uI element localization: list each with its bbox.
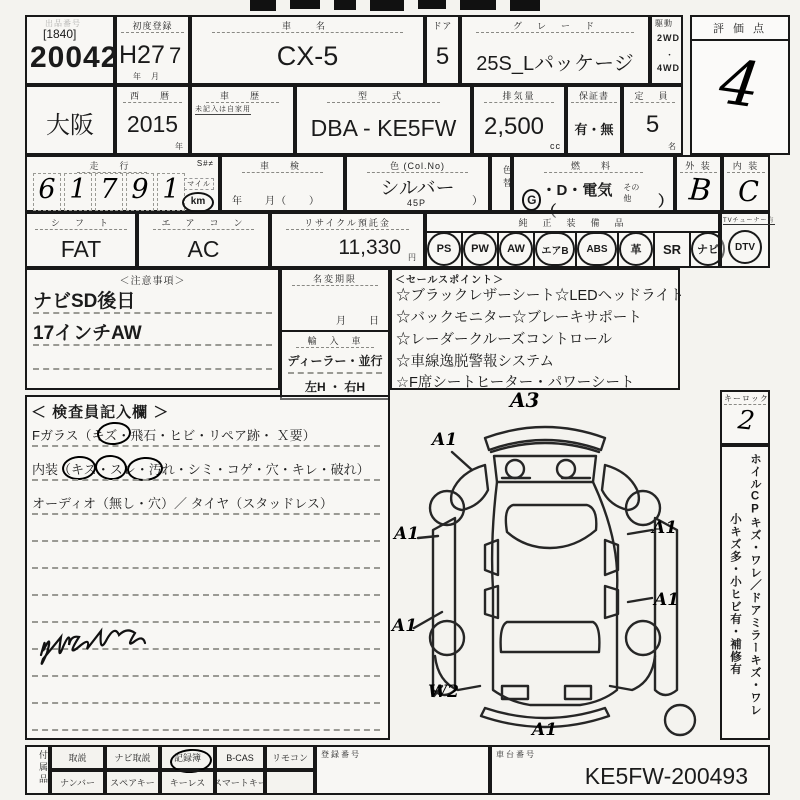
mileage-s-label: S#≠	[196, 159, 214, 168]
warranty-cell	[566, 85, 622, 155]
warranty-value: 有・無	[574, 122, 614, 137]
lot-label: 出品番号	[45, 19, 81, 28]
shift-label: シ フ ト	[35, 216, 127, 230]
acc-keyless-label: キーレス	[169, 778, 206, 788]
side-remark-line-2: 小キズ多・小ヒビ有・補修有	[729, 513, 741, 676]
damage-mark-right-side: A1	[652, 518, 678, 538]
remarks-line-2: 17インチAW	[33, 323, 142, 344]
handwritten-scribble	[33, 625, 173, 675]
damage-mark-left-rear-door: A1	[392, 616, 418, 636]
year-cell	[115, 85, 190, 155]
drive-2wd: 2WD	[657, 33, 680, 43]
history-cell	[190, 85, 295, 155]
accessories-label-cell	[25, 745, 50, 795]
car-name-cell	[190, 15, 425, 85]
car-damage-diagram	[390, 390, 720, 740]
mileage-digit-slots	[33, 173, 185, 211]
fuel-other-label: その他	[623, 183, 640, 203]
badge-dtv: DTV	[728, 230, 762, 264]
recycle-label: リサイクル預託金	[286, 216, 409, 230]
displacement-value: 2,500	[483, 113, 545, 140]
transfer-deadline-label: 名変期限	[292, 272, 378, 286]
sales-point-line: ☆バックモニター☆ブレーキサポート	[396, 310, 642, 326]
badge-navi: ナビ	[691, 232, 725, 266]
acc-spare-key-cell	[105, 770, 160, 795]
damage-mark-left-rear-corner: W2	[428, 682, 459, 702]
fuel-rest: ・D・電気（	[541, 182, 613, 220]
drive-label: 駆動	[655, 19, 673, 28]
damage-mark-left-front-door: A1	[394, 524, 420, 544]
acc-record-book-label: 記録簿	[173, 753, 201, 763]
mileage-digit: 9	[131, 174, 149, 205]
sales-point-line: ☆レーダークルーズコントロール	[396, 332, 613, 348]
acc-smart-key-cell	[215, 770, 265, 795]
tv-tuner-cell	[720, 212, 775, 268]
badge-abs: ABS	[577, 232, 617, 266]
car-name-label: 車 名	[212, 19, 403, 33]
transfer-deadline-units: 月 日	[336, 316, 380, 327]
inspection-cell	[220, 155, 345, 212]
exterior-grade: B	[687, 172, 713, 209]
car-name: CX-5	[276, 41, 339, 71]
equipment-label: 純 正 装 備 品	[427, 216, 718, 233]
capacity-value: 5	[645, 111, 660, 138]
acc-manual-cell	[50, 745, 105, 770]
side-remarks-text	[725, 453, 765, 738]
score-cell	[690, 15, 790, 155]
history-label: 車 歴	[206, 89, 279, 103]
badge-sunroof: SR	[662, 241, 682, 257]
sales-points-cell	[390, 268, 685, 391]
registration-number-label: 登録番号	[321, 750, 361, 759]
color-cell	[345, 155, 490, 212]
mileage-digit: 1	[69, 174, 87, 205]
sales-points-label: ＜セールスポイント＞	[395, 275, 505, 286]
sales-point-line: ☆車線逸脱警報システム	[396, 354, 555, 370]
capacity-unit: 名	[668, 142, 677, 151]
handle-options: 左H ・ 右H	[304, 380, 365, 394]
transfer-deadline-cell	[280, 268, 390, 400]
damage-mark-front-left-fender: A1	[432, 430, 458, 450]
warranty-label: 保証書	[571, 89, 617, 103]
fuel-gasoline-circled: G	[522, 189, 541, 211]
tv-tuner-label: TVチューナー有	[723, 215, 775, 225]
acc-navi-manual-cell	[105, 745, 160, 770]
chassis-number-cell	[490, 745, 770, 795]
grade-value: 25S_Lパッケージ	[476, 53, 634, 75]
grade-label: グ レ ー ド	[476, 19, 634, 33]
score-value: 4	[715, 44, 765, 123]
damage-mark-rear-bumper: A1	[532, 720, 558, 740]
acc-bcas-cell	[215, 745, 265, 770]
keylock-cell	[720, 390, 770, 445]
km-circle	[182, 192, 214, 213]
year-unit: 年	[175, 142, 184, 151]
grade-cell	[460, 15, 650, 85]
recycle-value: 11,330	[338, 236, 401, 259]
remarks-cell	[25, 268, 280, 390]
inspection-units: 年 月（ ）	[232, 196, 320, 207]
acc-manual-label: 取説	[68, 753, 87, 763]
first-registration-label: 初度登録	[121, 19, 184, 33]
remarks-label: ＜注意事項＞	[119, 276, 186, 287]
region-value: 大阪	[46, 112, 94, 139]
color-change-cell	[490, 155, 512, 212]
model-code-value: DBA - KE5FW	[310, 115, 457, 141]
aircon-label: エ ア コ ン	[153, 216, 254, 230]
sales-point-line: ☆ブラックレザーシート☆LEDヘッドライト	[396, 288, 685, 304]
keylock-label: キーロック	[724, 394, 769, 403]
drive-4wd: 4WD	[657, 63, 680, 73]
mile-label: マイル	[184, 178, 214, 190]
color-paren-close: ）	[472, 195, 484, 207]
lot-bracket: [1840]	[43, 27, 77, 41]
chassis-number-value: KE5FW-200493	[584, 763, 748, 789]
damage-mark-right-rear: A1	[654, 590, 680, 610]
acc-navi-manual-label: ナビ取説	[114, 753, 151, 763]
aircon-cell	[137, 212, 270, 268]
color-value: シルバー	[380, 178, 455, 199]
shift-cell	[25, 212, 137, 268]
displacement-unit: cc	[550, 141, 561, 151]
exterior-grade-cell	[675, 155, 722, 212]
acc-remote-label: リモコン	[271, 753, 308, 763]
factory-equipment-cell	[425, 212, 720, 268]
region-cell	[25, 85, 115, 155]
inspector-label: ＜ 検査員記入欄 ＞	[31, 404, 170, 421]
year-label: 西 暦	[123, 89, 182, 103]
shift-value: FAT	[60, 236, 102, 262]
clipped-title-fragment	[250, 0, 580, 13]
first-registration-month: 7	[169, 43, 182, 68]
side-remarks-cell	[720, 445, 770, 740]
color-change-label: 色替	[502, 165, 512, 191]
badge-power-window: PW	[463, 232, 497, 266]
inspector-line-3: オーディオ（無し・穴）／ タイヤ（スタッドレス）	[32, 496, 333, 511]
badge-alloy-wheels: AW	[499, 232, 533, 266]
mileage-unit-badge	[182, 173, 216, 213]
acc-keyless-cell	[160, 770, 215, 795]
badge-airbag: エアB	[535, 232, 575, 266]
lot-number-cell	[25, 15, 119, 85]
import-label: 輸 入 車	[296, 334, 374, 348]
door-cell	[425, 15, 460, 85]
fuel-label: 燃 料	[544, 159, 643, 173]
inspector-line-2: 内装（キズ・スレ・汚れ・シミ・コゲ・穴・キレ・破れ）	[32, 462, 370, 477]
keylock-count: 2	[736, 405, 757, 437]
fuel-paren-close: ）	[657, 192, 673, 210]
acc-bcas-label: B-CAS	[226, 752, 254, 763]
drive-separator: ・	[665, 50, 676, 60]
damage-mark-front-bumper: A3	[510, 388, 540, 412]
interior-grade: C	[737, 174, 761, 209]
lot-number: 20042	[30, 41, 119, 74]
recycle-deposit-cell	[270, 212, 425, 268]
model-code-label: 型 式	[327, 89, 440, 103]
acc-remote-cell	[265, 745, 315, 770]
acc-plate-label: ナンバー	[60, 778, 95, 788]
interior-grade-cell	[722, 155, 770, 212]
model-code-cell	[295, 85, 472, 155]
acc-empty-cell	[265, 770, 315, 795]
acc-plate-cell	[50, 770, 105, 795]
equipment-badges	[427, 232, 718, 266]
capacity-label: 定 員	[630, 89, 675, 103]
displacement-label: 排気量	[484, 89, 554, 103]
first-registration-era: H27	[119, 41, 165, 69]
color-label: 色 (Col.No)	[367, 159, 468, 173]
mileage-cell	[25, 155, 220, 212]
first-registration-units: 年 月	[133, 72, 160, 81]
acc-record-book-cell	[160, 745, 215, 770]
inspector-notes-cell	[25, 395, 390, 740]
import-options: ディーラー・並行	[287, 354, 383, 368]
first-registration-cell	[115, 15, 190, 85]
chassis-number-label: 車台番号	[496, 750, 536, 759]
aircon-value: AC	[187, 236, 220, 262]
inspection-label: 車 検	[242, 159, 323, 173]
mileage-digit: 1	[162, 174, 180, 205]
mileage-label: 走 行	[77, 159, 147, 173]
interior-label: 内 装	[727, 159, 765, 173]
badge-power-steering: PS	[427, 232, 461, 266]
year-value: 2015	[126, 111, 179, 137]
fuel-cell	[512, 155, 675, 220]
badge-leather: 革	[619, 232, 653, 266]
side-remark-line-1: ホイルCPキズ・ワレ／ドアミラーキズ・ワレ	[749, 453, 761, 717]
acc-smart-key-label: スマートキー	[213, 778, 267, 788]
exterior-label: 外 装	[680, 159, 717, 173]
capacity-cell	[622, 85, 683, 155]
color-number: 45P	[407, 198, 427, 208]
registration-number-cell	[315, 745, 490, 795]
displacement-cell	[472, 85, 566, 155]
km-label: km	[190, 196, 206, 207]
inspector-line-1: Fガラス（キズ・飛石・ヒビ・リペア跡・ Ｘ要）	[32, 428, 316, 443]
drive-cell	[650, 15, 683, 85]
history-note: 未記入は自家用	[195, 106, 251, 113]
mileage-digit: 7	[100, 174, 118, 205]
remarks-line-1: ナビSD後日	[33, 291, 136, 312]
door-count: 5	[435, 43, 450, 70]
mileage-digit: 6	[38, 174, 56, 205]
sales-point-line: ☆F席シートヒーター・パワーシート	[396, 375, 635, 391]
accessories-label: 付属品	[38, 750, 48, 786]
door-label: ドア	[432, 21, 453, 31]
acc-spare-key-label: スペアキー	[110, 778, 155, 788]
score-label: 評 価 点	[692, 20, 788, 41]
recycle-unit: 円	[408, 253, 417, 262]
